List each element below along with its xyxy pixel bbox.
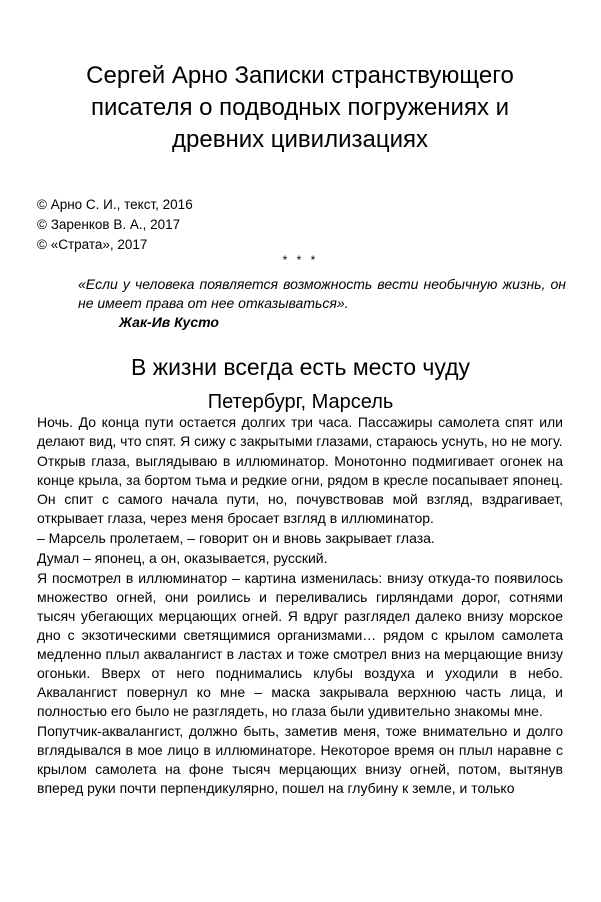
copyright-line: © Заренков В. А., 2017: [37, 217, 181, 232]
copyright-block: [37, 195, 337, 255]
paragraph: Открыв глаза, выглядываю в иллюминатор. Монотонно подмигивает огонек на конце крыла, за бортом тьма и редкие огни, рядом в кресле посапывает японец. Он спит с самого начала пути, но, почувствовав мой взгляд, вздрагивает, открывает глаза, через меня бросает взгляд в иллюминатор.: [37, 453, 563, 526]
epigraph-quote: «Если у человека появляется возможность вести необычную жизнь, он не имеет права от нее отказываться».: [78, 276, 566, 311]
paragraph: – Марсель пролетаем, – говорит он и вновь закрывает глаза.: [37, 530, 435, 546]
book-title: Сергей Арно Записки странствующего писателя о подводных погружениях и древних цивилизациях: [86, 62, 514, 153]
chapter-title: В жизни всегда есть место чуду: [130, 354, 471, 380]
chapter-subtitle: Петербург, Марсель: [207, 391, 394, 413]
paragraph: Я посмотрел в иллюминатор – картина изменилась: внизу откуда-то появилось множество огней, они роились и переливались гирляндами дорог, сотнями тысяч убегающих мерцающих огней. Я вдруг разглядел далеко внизу морское дно с экзотическими светящимися организмами… рядом с крылом самолета медленно плыл аквалангист в ластах и тоже смотрел вниз на мерцающие внизу огоньки. Вверх от него поднимались клубы воздуха и уходили в небо. Аквалангист повернул ко мне – маска закрывала верхнюю часть лица, и полностью его было не разглядеть, но глаза были удивительно знакомы мне.: [37, 570, 563, 719]
paragraph: Попутчик-аквалангист, должно быть, заметив меня, тоже внимательно и долго вглядывался в мое лицо в иллюминаторе. Некоторое время он плыл наравне с крылом самолета на фоне тысяч мерцающих внизу огней, потом, вытянув вперед руки почти перпендикулярно, пошел на глубину к земле, и только: [37, 723, 563, 796]
body-text: [37, 413, 563, 799]
copyright-line: © «Страта», 2017: [37, 237, 148, 252]
copyright-line: © Арно С. И., текст, 2016: [37, 197, 193, 212]
paragraph: Думал – японец, а он, оказывается, русский.: [37, 550, 328, 566]
epigraph-author: Жак-Ив Кусто: [119, 314, 219, 330]
section-separator: * * *: [282, 253, 319, 267]
paragraph: Ночь. До конца пути остается долгих три часа. Пассажиры самолета спят или делают вид, что спят. Я сижу с закрытыми глазами, стараюсь уснуть, но не могу.: [37, 414, 563, 449]
